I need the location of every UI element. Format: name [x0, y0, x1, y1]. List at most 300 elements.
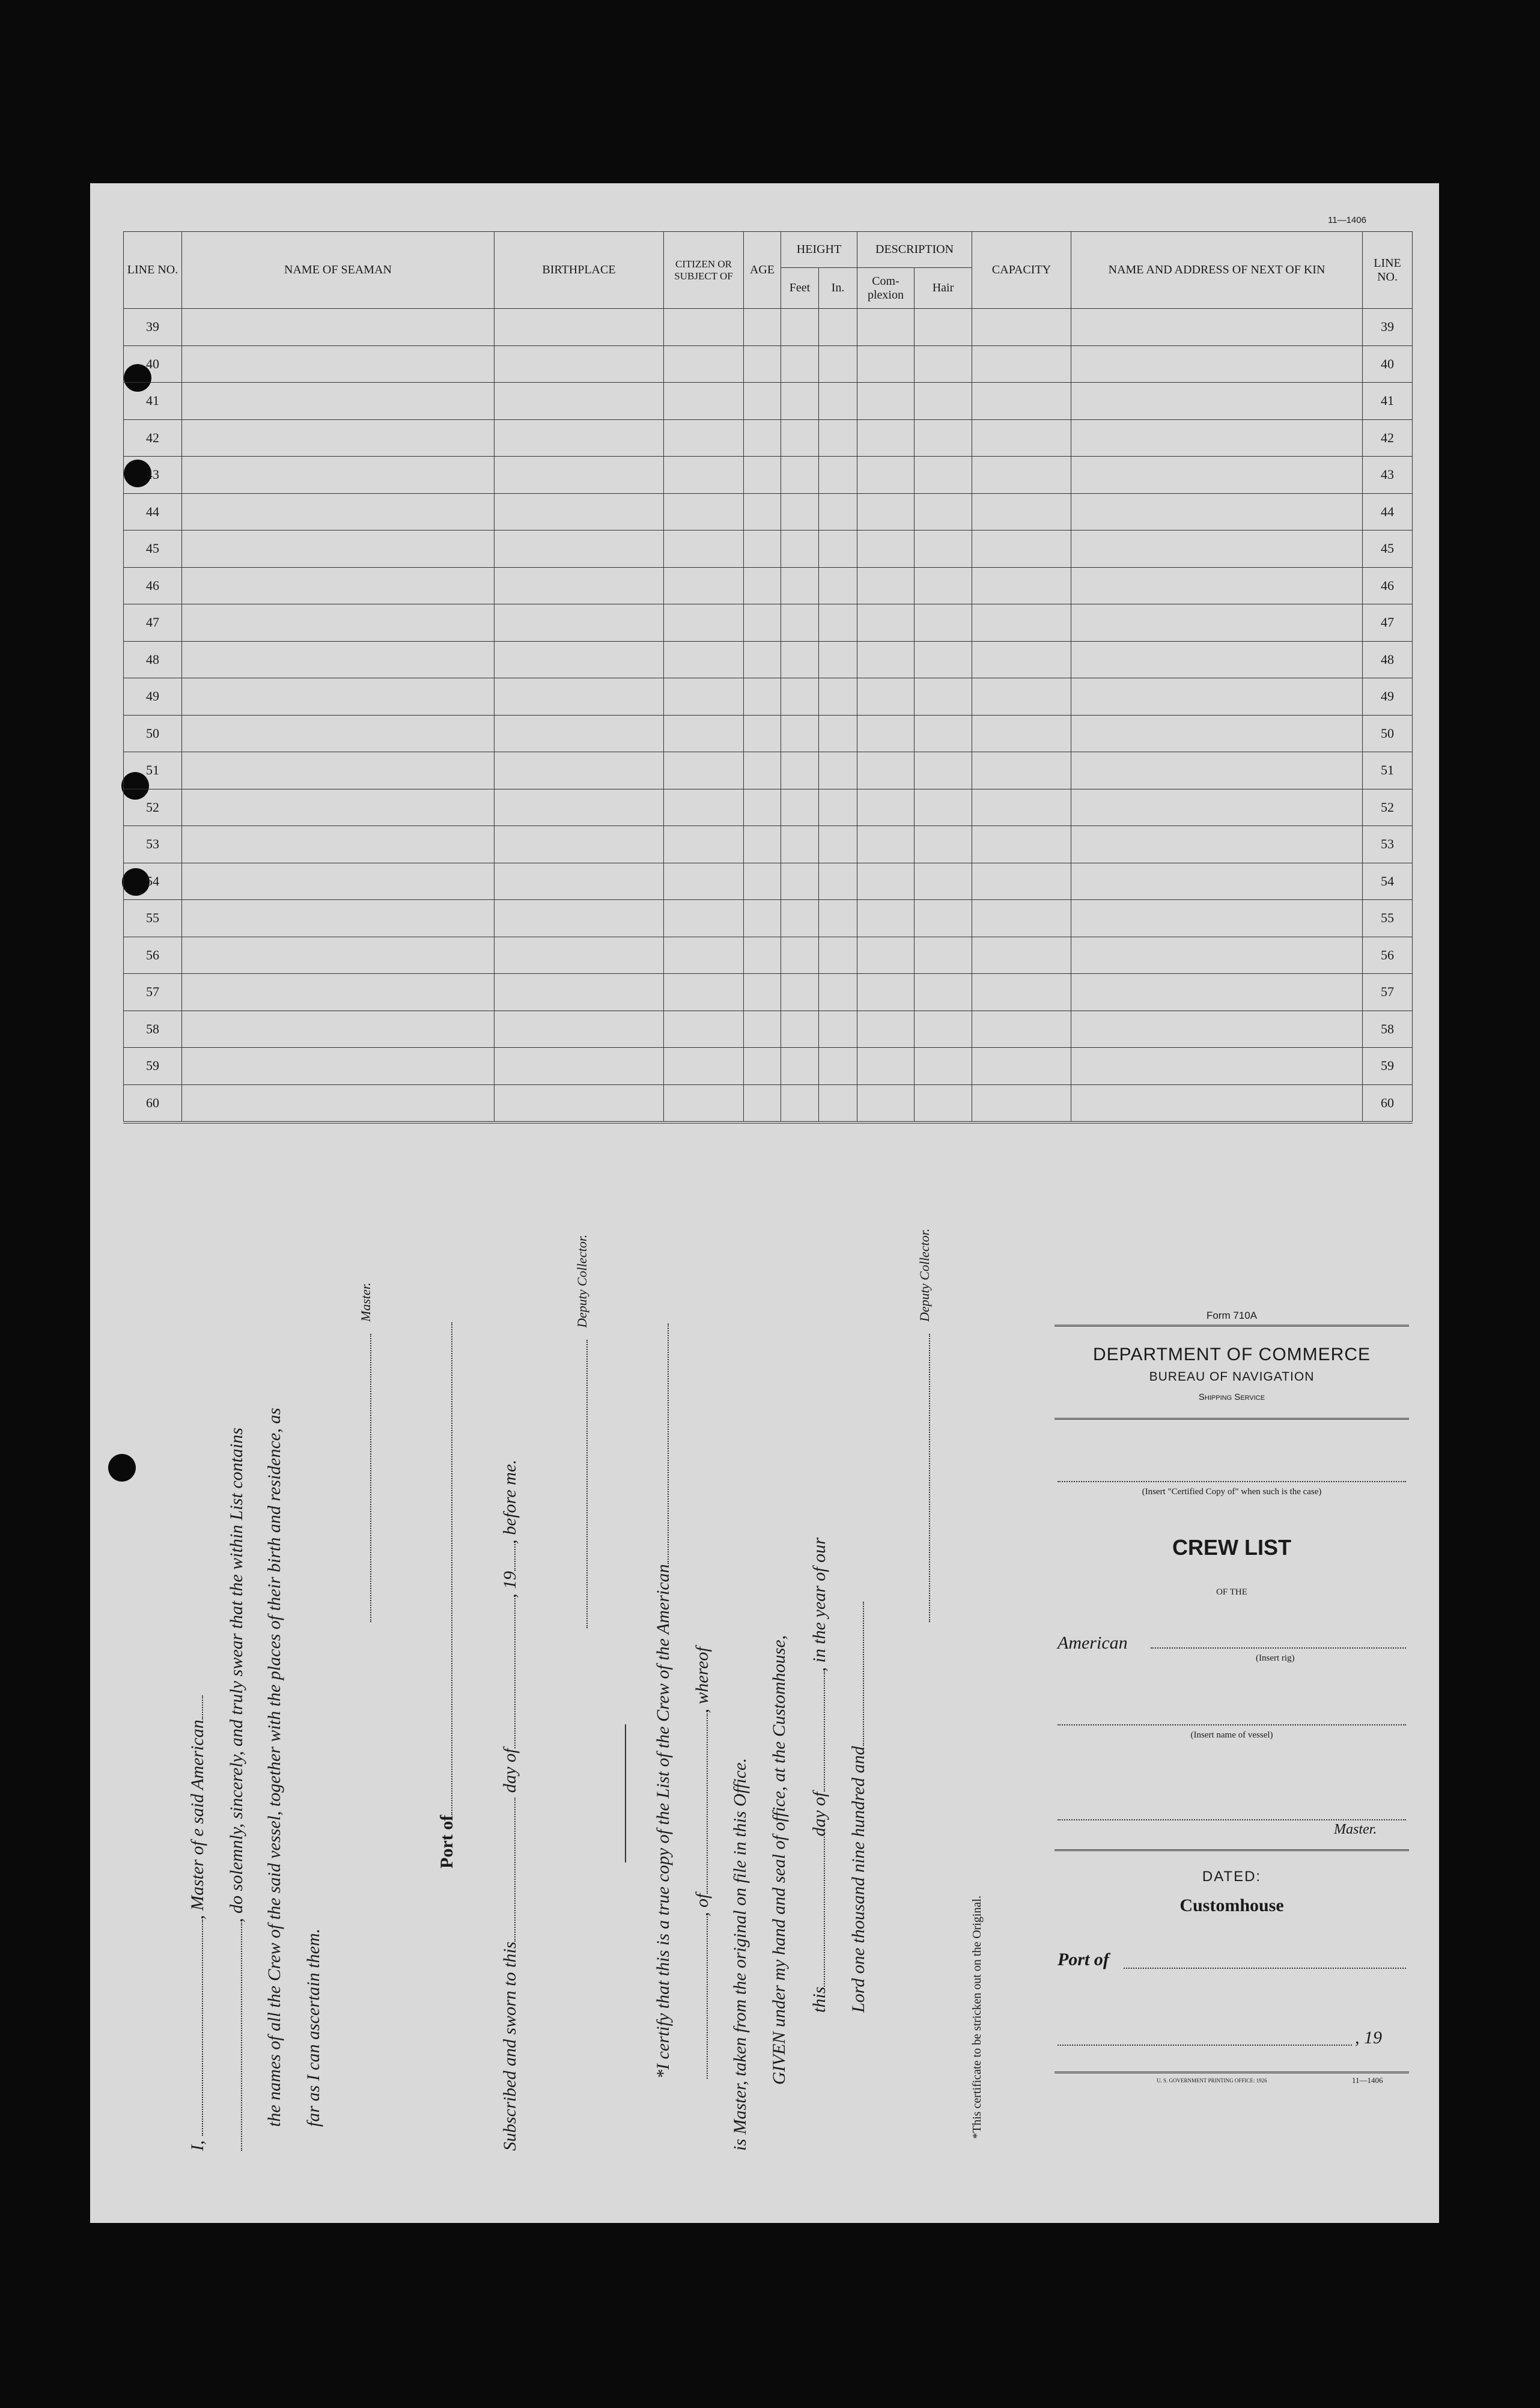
table-cell — [1071, 604, 1363, 642]
oath-master-of: , Master of — [187, 1841, 207, 1920]
table-row — [124, 641, 1413, 678]
table-cell — [857, 457, 915, 494]
table-cell — [495, 826, 664, 863]
table-cell — [744, 678, 781, 716]
table-cell — [781, 900, 819, 937]
certify-line-1: *I certify that this is a true copy of the List of the Crew of the American — [653, 1564, 673, 2079]
table-cell — [857, 937, 915, 974]
table-cell — [781, 345, 819, 383]
dated-label: DATED: — [1202, 1868, 1262, 1885]
table-cell — [1071, 826, 1363, 863]
table-cell — [182, 531, 495, 568]
line-number: 39 — [124, 309, 182, 346]
line-number-right: 45 — [1363, 531, 1413, 568]
line-number-right: 40 — [1363, 345, 1413, 383]
line-number: 44 — [124, 493, 182, 531]
line-number: 53 — [124, 826, 182, 863]
table-cell — [664, 678, 744, 716]
line-number: 60 — [124, 1084, 182, 1122]
table-cell — [781, 1048, 819, 1085]
table-cell — [972, 1084, 1071, 1122]
table-row — [124, 567, 1413, 604]
table-cell — [819, 419, 857, 457]
table-cell — [1071, 715, 1363, 752]
table-cell — [857, 309, 915, 346]
table-row — [124, 531, 1413, 568]
table-cell — [1071, 752, 1363, 789]
line-number-right: 46 — [1363, 567, 1413, 604]
table-cell — [781, 863, 819, 900]
oath-said-american: e said American — [187, 1719, 207, 1837]
table-cell — [495, 383, 664, 420]
oath-line-2: , do solemnly, sincerely, and truly swear that the within List contains — [227, 1427, 246, 1923]
table-cell — [495, 1084, 664, 1122]
table-cell — [664, 974, 744, 1011]
table-row — [124, 309, 1413, 346]
table-cell — [915, 789, 972, 826]
bureau-of-navigation: BUREAU OF NAVIGATION — [1149, 1370, 1315, 1384]
line-number-right: 56 — [1363, 937, 1413, 974]
line-number-right: 51 — [1363, 752, 1413, 789]
oath-port-of: Port of — [437, 1814, 457, 1868]
oath-master-label: Master. — [358, 1282, 373, 1322]
line-number-right: 47 — [1363, 604, 1413, 642]
table-cell — [1071, 974, 1363, 1011]
line-number: 40 — [124, 345, 182, 383]
table-cell — [744, 789, 781, 826]
this-label: this — [809, 1986, 829, 2013]
table-cell — [781, 419, 819, 457]
table-cell — [495, 752, 664, 789]
table-cell — [781, 1011, 819, 1048]
department-of-commerce: DEPARTMENT OF COMMERCE — [1092, 1345, 1371, 1364]
header-feet: Feet — [781, 268, 819, 309]
table-cell — [744, 1011, 781, 1048]
table-cell — [857, 493, 915, 531]
table-cell — [1071, 1084, 1363, 1122]
table-row — [124, 678, 1413, 716]
crew-list-title: CREW LIST — [1172, 1535, 1291, 1560]
oath-day-of: day of — [500, 1748, 520, 1793]
table-cell — [182, 789, 495, 826]
table-cell — [495, 1048, 664, 1085]
table-cell — [1071, 419, 1363, 457]
table-cell — [182, 1048, 495, 1085]
table-cell — [744, 752, 781, 789]
table-cell — [819, 826, 857, 863]
table-cell — [972, 641, 1071, 678]
table-cell — [182, 1084, 495, 1122]
table-cell — [972, 345, 1071, 383]
table-cell — [915, 1048, 972, 1085]
table-cell — [744, 604, 781, 642]
table-cell — [744, 567, 781, 604]
oath-line-4: far as I can ascertain them. — [303, 1929, 323, 2127]
table-cell — [744, 974, 781, 1011]
header-capacity: CAPACITY — [972, 232, 1071, 309]
table-cell — [182, 345, 495, 383]
lord-line: Lord one thousand nine hundred and — [848, 1746, 868, 2013]
table-cell — [915, 826, 972, 863]
line-number: 43 — [124, 457, 182, 494]
table-cell — [182, 457, 495, 494]
table-cell — [915, 937, 972, 974]
table-cell — [819, 309, 857, 346]
table-cell — [664, 715, 744, 752]
line-number: 58 — [124, 1011, 182, 1048]
table-cell — [972, 419, 1071, 457]
oath-i: I, — [187, 2140, 207, 2151]
line-number-right: 57 — [1363, 974, 1413, 1011]
table-cell — [819, 493, 857, 531]
table-row — [124, 863, 1413, 900]
table-cell — [495, 863, 664, 900]
table-cell — [1071, 457, 1363, 494]
table-cell — [495, 678, 664, 716]
table-cell — [1071, 900, 1363, 937]
table-cell — [857, 678, 915, 716]
table-cell — [972, 383, 1071, 420]
table-cell — [182, 900, 495, 937]
table-cell — [781, 1084, 819, 1122]
line-number-right: 60 — [1363, 1084, 1413, 1122]
table-cell — [1071, 678, 1363, 716]
table-cell — [819, 345, 857, 383]
table-row — [124, 715, 1413, 752]
table-cell — [182, 1011, 495, 1048]
table-cell — [182, 604, 495, 642]
line-number-right: 48 — [1363, 641, 1413, 678]
table-cell — [915, 863, 972, 900]
table-cell — [781, 567, 819, 604]
table-cell — [781, 457, 819, 494]
table-cell — [915, 493, 972, 531]
table-cell — [664, 383, 744, 420]
table-cell — [857, 419, 915, 457]
table-cell — [915, 678, 972, 716]
table-cell — [819, 641, 857, 678]
table-cell — [915, 1084, 972, 1122]
line-number-right: 41 — [1363, 383, 1413, 420]
table-cell — [664, 1048, 744, 1085]
header-age: AGE — [744, 232, 781, 309]
table-cell — [744, 1084, 781, 1122]
table-row — [124, 383, 1413, 420]
line-number: 56 — [124, 937, 182, 974]
cover-year-19: , 19 — [1355, 2028, 1382, 2048]
table-cell — [1071, 531, 1363, 568]
table-cell — [972, 900, 1071, 937]
table-cell — [182, 493, 495, 531]
header-line-no: LINE NO. — [124, 232, 182, 309]
table-cell — [744, 937, 781, 974]
table-cell — [857, 383, 915, 420]
insert-vessel-name: (Insert name of vessel) — [1190, 1730, 1273, 1740]
table-cell — [972, 863, 1071, 900]
table-cell — [1071, 567, 1363, 604]
header-birthplace: BIRTHPLACE — [495, 232, 664, 309]
american-label: American — [1058, 1633, 1128, 1653]
table-cell — [915, 345, 972, 383]
table-cell — [857, 974, 915, 1011]
table-cell — [781, 789, 819, 826]
table-cell — [495, 309, 664, 346]
table-cell — [664, 531, 744, 568]
table-row — [124, 1084, 1413, 1122]
table-cell — [781, 309, 819, 346]
form-number-top: 11—1406 — [1328, 215, 1366, 225]
this-day-of: day of — [809, 1792, 829, 1837]
table-row — [124, 900, 1413, 937]
table-cell — [744, 1048, 781, 1085]
table-cell — [781, 752, 819, 789]
table-cell — [915, 641, 972, 678]
table-cell — [857, 752, 915, 789]
table-cell — [819, 531, 857, 568]
table-cell — [664, 863, 744, 900]
table-cell — [744, 641, 781, 678]
table-cell — [915, 974, 972, 1011]
table-cell — [972, 789, 1071, 826]
table-cell — [915, 457, 972, 494]
table-cell — [495, 715, 664, 752]
table-cell — [664, 789, 744, 826]
table-cell — [857, 900, 915, 937]
oath-before-me: , before me. — [500, 1459, 520, 1544]
table-cell — [857, 531, 915, 568]
table-cell — [819, 863, 857, 900]
table-cell — [1071, 937, 1363, 974]
table-cell — [819, 383, 857, 420]
table-cell — [819, 1011, 857, 1048]
header-line-no-right: LINE NO. — [1363, 232, 1413, 309]
table-cell — [915, 900, 972, 937]
table-cell — [495, 345, 664, 383]
table-cell — [972, 567, 1071, 604]
table-cell — [744, 715, 781, 752]
table-cell — [182, 641, 495, 678]
table-cell — [819, 789, 857, 826]
table-cell — [744, 826, 781, 863]
line-number: 59 — [124, 1048, 182, 1085]
table-cell — [182, 752, 495, 789]
table-cell — [915, 531, 972, 568]
line-number: 46 — [124, 567, 182, 604]
table-cell — [972, 493, 1071, 531]
table-cell — [915, 752, 972, 789]
line-number-right: 59 — [1363, 1048, 1413, 1085]
table-cell — [182, 974, 495, 1011]
table-cell — [857, 863, 915, 900]
table-cell — [857, 1011, 915, 1048]
table-cell — [182, 567, 495, 604]
table-cell — [495, 493, 664, 531]
table-cell — [744, 457, 781, 494]
table-cell — [744, 493, 781, 531]
table-cell — [915, 419, 972, 457]
table-cell — [819, 937, 857, 974]
table-cell — [781, 531, 819, 568]
table-cell — [819, 1084, 857, 1122]
certify-master-line: is Master, taken from the original on file in this Office. — [730, 1758, 750, 2151]
table-cell — [972, 1011, 1071, 1048]
table-cell — [915, 1011, 972, 1048]
table-cell — [1071, 789, 1363, 826]
certify-of: , of — [692, 1893, 712, 1917]
table-cell — [915, 604, 972, 642]
line-number-right: 52 — [1363, 789, 1413, 826]
table-row — [124, 493, 1413, 531]
table-cell — [744, 531, 781, 568]
table-cell — [182, 715, 495, 752]
table-cell — [819, 604, 857, 642]
table-cell — [781, 678, 819, 716]
table-cell — [972, 678, 1071, 716]
oath-19: , 19 — [500, 1570, 520, 1598]
header-hair: Hair — [915, 268, 972, 309]
line-number: 45 — [124, 531, 182, 568]
table-row — [124, 419, 1413, 457]
line-number: 50 — [124, 715, 182, 752]
header-name-of-seaman: NAME OF SEAMAN — [182, 232, 495, 309]
line-number-right: 39 — [1363, 309, 1413, 346]
table-cell — [857, 826, 915, 863]
header-description: DESCRIPTION — [857, 232, 972, 268]
header-citizen-or-subject: CITIZEN OR SUBJECT OF — [664, 232, 744, 309]
line-number-right: 49 — [1363, 678, 1413, 716]
table-row — [124, 345, 1413, 383]
table-cell — [781, 826, 819, 863]
table-cell — [781, 715, 819, 752]
table-row — [124, 826, 1413, 863]
footnote: *This certificate to be stricken out on the Original. — [970, 1896, 984, 2139]
table-cell — [1071, 493, 1363, 531]
table-cell — [664, 419, 744, 457]
line-number: 51 — [124, 752, 182, 789]
line-number: 41 — [124, 383, 182, 420]
header-inches: In. — [819, 268, 857, 309]
table-cell — [182, 678, 495, 716]
given-line: GIVEN under my hand and seal of office, at the Customhouse, — [769, 1635, 789, 2085]
line-number: 49 — [124, 678, 182, 716]
table-row — [124, 974, 1413, 1011]
separator-rule — [625, 1724, 626, 1862]
line-number-right: 42 — [1363, 419, 1413, 457]
oath-subscribed: Subscribed and sworn to this — [500, 1941, 520, 2151]
line-number-right: 43 — [1363, 457, 1413, 494]
table-cell — [972, 752, 1071, 789]
table-cell — [495, 604, 664, 642]
table-cell — [972, 715, 1071, 752]
table-cell — [664, 826, 744, 863]
header-next-of-kin: NAME AND ADDRESS OF NEXT OF KIN — [1071, 232, 1363, 309]
table-cell — [1071, 1048, 1363, 1085]
line-number-right: 53 — [1363, 826, 1413, 863]
table-cell — [915, 715, 972, 752]
this-year-of-our: , in the year of our — [809, 1537, 829, 1672]
table-cell — [781, 641, 819, 678]
table-cell — [819, 1048, 857, 1085]
oath-deputy-collector-1: Deputy Collector. — [574, 1234, 589, 1328]
form-710a: Form 710A — [1206, 1310, 1258, 1321]
table-cell — [915, 309, 972, 346]
table-cell — [972, 937, 1071, 974]
table-cell — [819, 715, 857, 752]
table-cell — [857, 345, 915, 383]
table-cell — [495, 419, 664, 457]
header-complexion: Com- plexion — [857, 268, 915, 309]
line-number: 47 — [124, 604, 182, 642]
printer-imprint: U. S. GOVERNMENT PRINTING OFFICE: 1926 — [1157, 2078, 1267, 2084]
table-row — [124, 457, 1413, 494]
oath-deputy-collector-2: Deputy Collector. — [917, 1228, 932, 1322]
table-cell — [664, 457, 744, 494]
table-cell — [744, 863, 781, 900]
table-cell — [857, 567, 915, 604]
table-cell — [819, 457, 857, 494]
table-row — [124, 752, 1413, 789]
table-cell — [915, 383, 972, 420]
table-row — [124, 789, 1413, 826]
certify-whereof: , whereof — [692, 1647, 712, 1713]
shipping-service: Shipping Service — [1198, 1392, 1265, 1402]
table-cell — [781, 604, 819, 642]
table-cell — [744, 309, 781, 346]
insert-rig: (Insert rig) — [1256, 1653, 1295, 1663]
table-cell — [495, 531, 664, 568]
line-number: 54 — [124, 863, 182, 900]
table-cell — [495, 567, 664, 604]
form-number-bottom: 11—1406 — [1352, 2076, 1383, 2085]
table-cell — [1071, 383, 1363, 420]
table-cell — [664, 567, 744, 604]
table-cell — [972, 826, 1071, 863]
line-number-right: 50 — [1363, 715, 1413, 752]
table-cell — [495, 1011, 664, 1048]
table-cell — [664, 1011, 744, 1048]
table-cell — [819, 567, 857, 604]
table-cell — [819, 752, 857, 789]
table-cell — [182, 309, 495, 346]
table-cell — [915, 567, 972, 604]
table-cell — [664, 752, 744, 789]
table-cell — [972, 604, 1071, 642]
table-cell — [664, 900, 744, 937]
cover-master-label: Master. — [1334, 1822, 1377, 1837]
table-cell — [857, 604, 915, 642]
table-cell — [664, 309, 744, 346]
table-row — [124, 604, 1413, 642]
table-cell — [972, 974, 1071, 1011]
line-number-right: 55 — [1363, 900, 1413, 937]
table-cell — [495, 974, 664, 1011]
table-cell — [857, 1048, 915, 1085]
table-row — [124, 937, 1413, 974]
table-cell — [819, 678, 857, 716]
line-number: 48 — [124, 641, 182, 678]
crew-table — [123, 231, 1413, 1123]
insert-certified-copy: (Insert "Certified Copy of" when such is the case) — [1142, 1487, 1322, 1497]
table-cell — [495, 641, 664, 678]
table-row — [124, 1048, 1413, 1085]
of-the: OF THE — [1216, 1587, 1247, 1597]
table-cell — [972, 457, 1071, 494]
table-cell — [182, 937, 495, 974]
table-cell — [182, 383, 495, 420]
oath-section — [108, 1228, 1009, 2151]
table-cell — [744, 900, 781, 937]
table-cell — [495, 457, 664, 494]
